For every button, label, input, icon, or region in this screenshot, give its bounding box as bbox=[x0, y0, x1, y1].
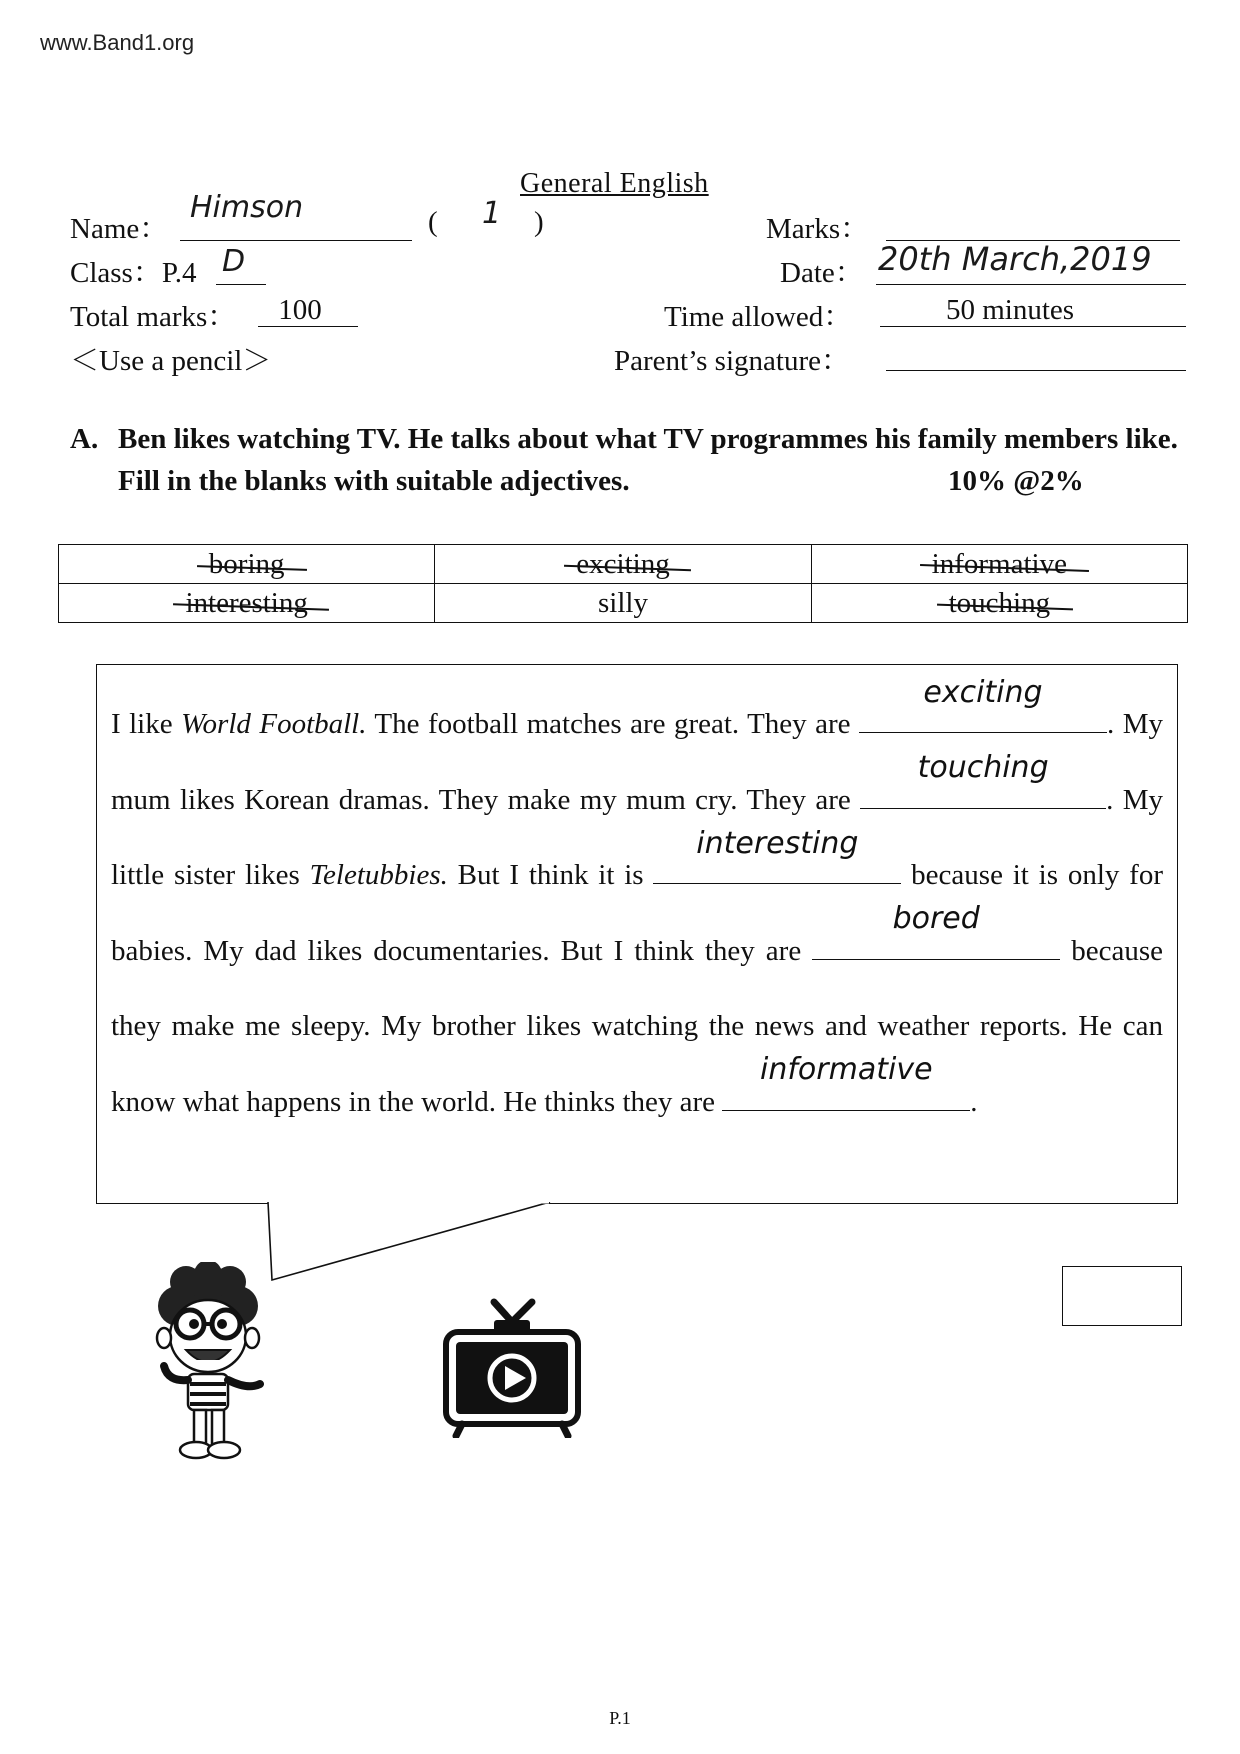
question-number: A. bbox=[70, 423, 99, 455]
date-label: Date： bbox=[780, 257, 864, 289]
name-value: Himson bbox=[190, 190, 304, 225]
word-bank-word: informative bbox=[931, 547, 1067, 580]
programme-title: World Football. bbox=[181, 708, 367, 740]
passage bbox=[111, 674, 1163, 1140]
class-number-close: ) bbox=[534, 206, 544, 238]
passage-text: because they make me sleepy. My brother likes watching the news and weather reports. He can know what happens in the world. He thinks they are bbox=[111, 934, 1163, 1118]
total-marks-label: Total marks： bbox=[70, 301, 237, 333]
passage-text: But I think it is bbox=[447, 859, 654, 891]
passage-text: The football matches are great. They are bbox=[366, 708, 859, 740]
word-bank-row bbox=[59, 584, 1188, 623]
word-bank-cell bbox=[811, 584, 1187, 623]
class-field[interactable] bbox=[216, 284, 266, 285]
class-value: D bbox=[222, 244, 246, 279]
class-number-open: ( bbox=[428, 206, 438, 238]
signature-field[interactable] bbox=[886, 370, 1186, 371]
word-bank-cell bbox=[59, 584, 435, 623]
pencil-note: ＜Use a pencil＞ bbox=[70, 345, 272, 377]
subject-title: General English bbox=[520, 168, 709, 199]
time-allowed-label: Time allowed： bbox=[664, 301, 853, 333]
total-marks-value: 100 bbox=[278, 294, 322, 326]
class-label: Class：P.4 bbox=[70, 257, 197, 289]
word-bank-word: exciting bbox=[576, 547, 670, 580]
passage-text: . My little sister likes bbox=[111, 783, 1163, 891]
page-number: P.1 bbox=[609, 1708, 631, 1728]
answer-2: touching bbox=[917, 750, 1049, 785]
answer-1: exciting bbox=[923, 674, 1043, 710]
site-url: www.Band1.org bbox=[40, 30, 195, 55]
programme-title: Teletubbies. bbox=[309, 859, 448, 891]
tv-icon bbox=[442, 1298, 582, 1438]
answer-4: bored bbox=[892, 901, 980, 936]
question-marks: 10% @2% bbox=[948, 465, 1084, 497]
word-bank-cell bbox=[435, 545, 811, 584]
name-field[interactable] bbox=[180, 240, 412, 241]
answer-blank-2[interactable] bbox=[860, 750, 1106, 809]
word-bank-table bbox=[58, 544, 1188, 623]
passage-text: . My mum likes Korean dramas. They make my mum cry. They are bbox=[111, 708, 1163, 816]
answer-blank-1[interactable] bbox=[859, 674, 1107, 733]
passage-text: because it is only for babies. My dad likes documentaries. But I think they are bbox=[111, 859, 1163, 967]
answer-3: interesting bbox=[696, 825, 859, 861]
name-label: Name： bbox=[70, 213, 169, 245]
question-instructions: Ben likes watching TV. He talks about what TV programmes his family members like. Fill in the blanks with suitable adjectives. bbox=[118, 423, 1178, 497]
word-bank-word: boring bbox=[208, 547, 285, 580]
answer-blank-5[interactable] bbox=[722, 1052, 970, 1111]
date-field[interactable] bbox=[876, 284, 1186, 285]
word-bank-row bbox=[59, 545, 1188, 584]
answer-5: informative bbox=[760, 1052, 933, 1087]
score-box[interactable] bbox=[1062, 1266, 1182, 1326]
word-bank-cell bbox=[811, 545, 1187, 584]
word-bank-word: silly bbox=[598, 586, 648, 619]
word-bank-word: interesting bbox=[185, 586, 308, 619]
marks-label: Marks： bbox=[766, 213, 870, 245]
word-bank-word: touching bbox=[948, 586, 1051, 619]
class-number-value: 1 bbox=[482, 196, 502, 231]
answer-blank-3[interactable] bbox=[653, 825, 901, 884]
time-allowed-value: 50 minutes bbox=[945, 294, 1075, 326]
signature-label: Parent’s signature： bbox=[614, 345, 850, 377]
passage-text: . bbox=[970, 1085, 978, 1118]
speech-bubble bbox=[96, 664, 1178, 1204]
boy-character-icon bbox=[138, 1262, 278, 1462]
word-bank-cell bbox=[59, 545, 435, 584]
answer-blank-4[interactable] bbox=[812, 901, 1060, 960]
passage-text: I like bbox=[111, 708, 182, 740]
speech-bubble-tail bbox=[260, 1202, 560, 1282]
word-bank-cell bbox=[435, 584, 811, 623]
date-value: 20th March,2019 bbox=[878, 240, 1152, 278]
